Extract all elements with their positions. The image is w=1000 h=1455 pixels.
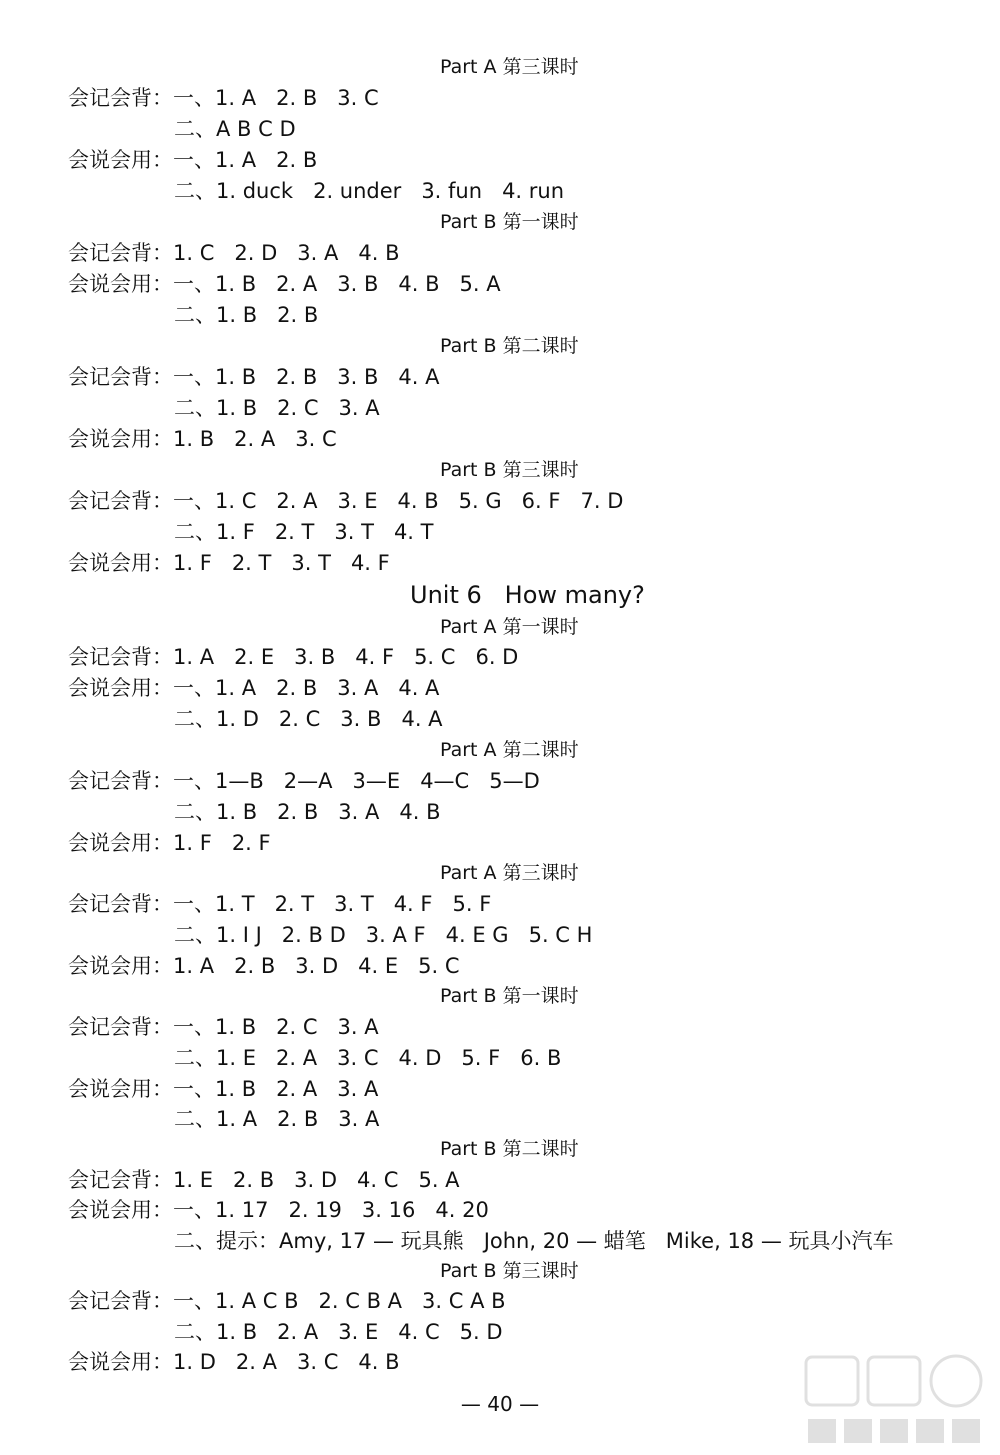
answer-line: 二、1. I J 2. B D 3. A F 4. E G 5. C H xyxy=(174,923,593,947)
section-heading: Part B 第一课时 xyxy=(440,985,579,1007)
answer-line: 二、1. D 2. C 3. B 4. A xyxy=(174,707,443,731)
answer-line: 会说会用：1. A 2. B 3. D 4. E 5. C xyxy=(68,954,460,978)
page-number: — 40 — xyxy=(460,1392,540,1416)
answer-line: 会说会用：一、1. B 2. A 3. A xyxy=(68,1077,379,1101)
section-heading: Part B 第二课时 xyxy=(440,335,579,357)
answer-line: 二、1. duck 2. under 3. fun 4. run xyxy=(174,179,565,203)
answer-line: 二、1. B 2. B xyxy=(174,303,319,327)
answer-line: 会说会用：一、1. A 2. B 3. A 4. A xyxy=(68,676,440,700)
section-heading: Part B 第三课时 xyxy=(440,1260,579,1282)
answer-line: 会记会背：1. A 2. E 3. B 4. F 5. C 6. D xyxy=(68,645,519,669)
answer-line: 会记会背：一、1. C 2. A 3. E 4. B 5. G 6. F 7. D xyxy=(68,489,624,513)
section-heading: Part A 第三课时 xyxy=(440,56,579,78)
section-heading: Part B 第一课时 xyxy=(440,211,579,233)
answer-line: 二、A B C D xyxy=(174,117,296,141)
answer-line: 会说会用：一、1. A 2. B xyxy=(68,148,318,172)
answer-line: 会说会用：1. F 2. F xyxy=(68,831,271,855)
answer-line: 会记会背：一、1. T 2. T 3. T 4. F 5. F xyxy=(68,892,492,916)
answer-line: 会记会背：一、1—B 2—A 3—E 4—C 5—D xyxy=(68,769,540,793)
answer-line: 二、1. E 2. A 3. C 4. D 5. F 6. B xyxy=(174,1046,562,1070)
answer-line: 二、1. B 2. B 3. A 4. B xyxy=(174,800,441,824)
answer-line: 会记会背：一、1. A 2. B 3. C xyxy=(68,86,379,110)
section-heading: Part A 第一课时 xyxy=(440,616,579,638)
answer-line: 会记会背：一、1. A C B 2. C B A 3. C A B xyxy=(68,1289,506,1313)
section-heading: Part B 第二课时 xyxy=(440,1138,579,1160)
answer-line: 会记会背：一、1. B 2. B 3. B 4. A xyxy=(68,365,440,389)
section-heading: Part B 第三课时 xyxy=(440,459,579,481)
section-heading: Part A 第三课时 xyxy=(440,862,579,884)
answer-line: 会说会用：1. B 2. A 3. C xyxy=(68,427,337,451)
answer-line: 会记会背：1. E 2. B 3. D 4. C 5. A xyxy=(68,1168,460,1192)
answer-line: 二、1. A 2. B 3. A xyxy=(174,1107,380,1131)
watermark-logo xyxy=(800,1349,990,1449)
answer-line: 二、1. F 2. T 3. T 4. T xyxy=(174,520,434,544)
answer-line: 二、1. B 2. C 3. A xyxy=(174,396,380,420)
answer-line: 会说会用：1. D 2. A 3. C 4. B xyxy=(68,1350,400,1374)
answer-line: 二、1. B 2. A 3. E 4. C 5. D xyxy=(174,1320,503,1344)
section-heading: Part A 第二课时 xyxy=(440,739,579,761)
answer-line: 会说会用：一、1. 17 2. 19 3. 16 4. 20 xyxy=(68,1198,489,1222)
answer-line: 二、提示：Amy, 17 — 玩具熊 John, 20 — 蜡笔 Mike, 18 — 玩具小汽车 xyxy=(174,1229,894,1253)
answer-line: 会说会用：1. F 2. T 3. T 4. F xyxy=(68,551,390,575)
answer-line: 会记会背：一、1. B 2. C 3. A xyxy=(68,1015,379,1039)
answer-line: 会说会用：一、1. B 2. A 3. B 4. B 5. A xyxy=(68,272,501,296)
unit-title: Unit 6 How many? xyxy=(410,581,645,609)
answer-line: 会记会背：1. C 2. D 3. A 4. B xyxy=(68,241,400,265)
